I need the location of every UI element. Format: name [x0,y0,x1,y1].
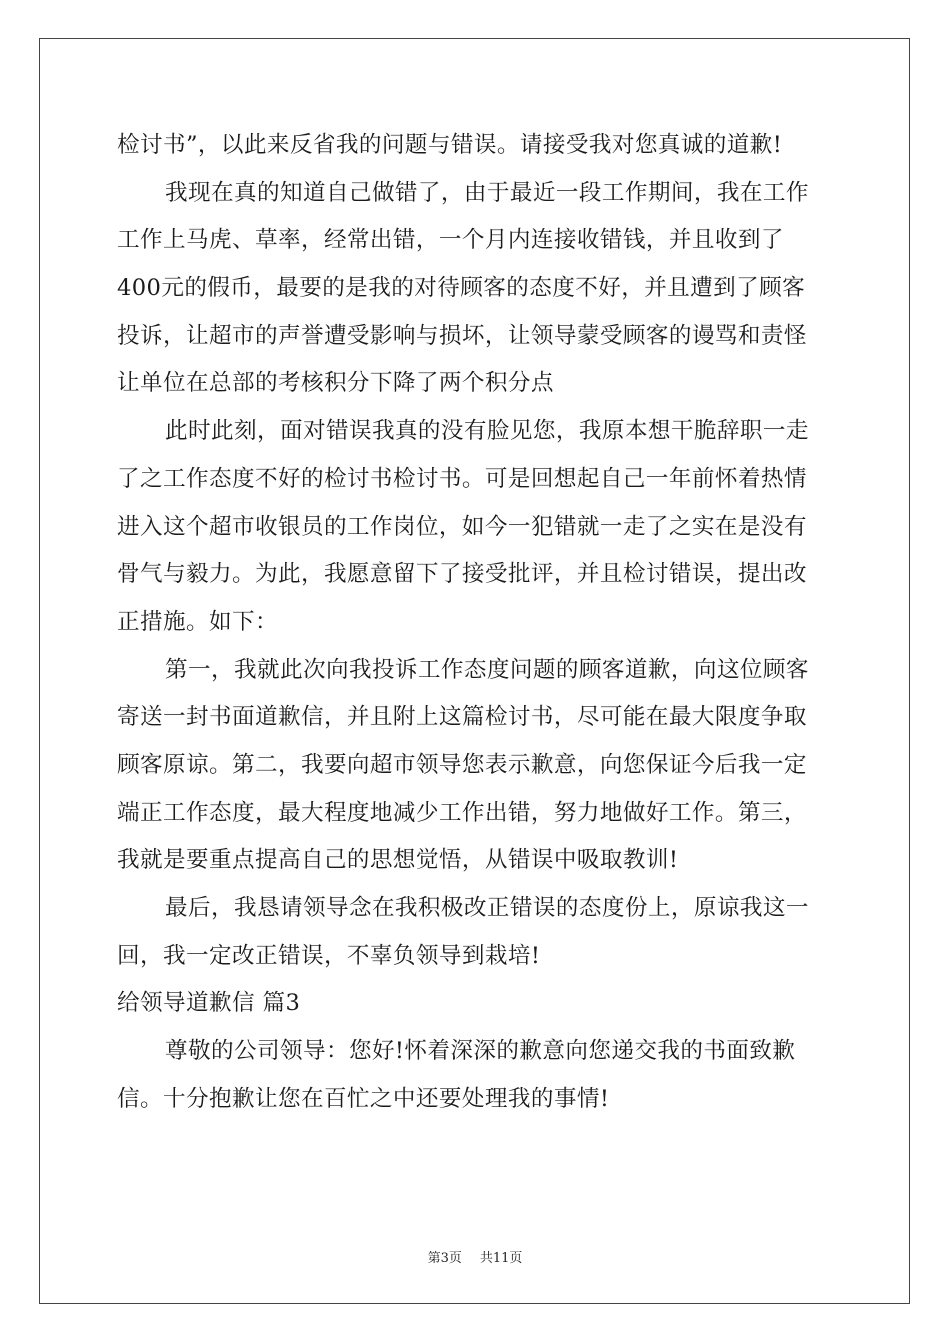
page-footer [0,1247,950,1266]
paragraph-start-line: 我现在真的知道自己做错了，由于最近一段工作期间，我在工作 [165,179,809,206]
text-line: 400元的假币，最要的是我的对待顾客的态度不好，并且遭到了顾客 [117,275,806,302]
paragraph-start-line: 尊敬的公司领导：您好!怀着深深的歉意向您递交我的书面致歉 [165,1038,796,1065]
text-line: 寄送一封书面道歉信，并且附上这篇检讨书，尽可能在最大限度争取 [117,704,807,731]
section-heading: 给领导道歉信 篇3 [117,990,301,1017]
document-body [117,122,833,1123]
text-line: 信。十分抱歉让您在百忙之中还要处理我的事情! [117,1085,610,1112]
text-line: 让单位在总部的考核积分下降了两个积分点 [117,370,554,397]
text-line: 进入这个超市收银员的工作岗位，如今一犯错就一走了之实在是没有 [117,513,807,540]
page-number: 第3页 [427,1251,462,1266]
page-total: 共11页 [479,1251,523,1266]
text-line: 工作上马虎、草率，经常出错，一个月内连接收错钱，并且收到了 [117,227,784,254]
text-line: 检讨书”，以此来反省我的问题与错误。请接受我对您真诚的道歉! [117,132,783,158]
text-line: 骨气与毅力。为此，我愿意留下了接受批评，并且检讨错误，提出改 [117,561,807,588]
text-line: 正措施。如下： [117,608,278,635]
paragraph-start-line: 最后，我恳请领导念在我积极改正错误的态度份上，原谅我这一 [165,895,809,921]
text-line: 端正工作态度，最大程度地减少工作出错，努力地做好工作。第三， [117,799,807,826]
text-line: 投诉，让超市的声誉遭受影响与损坏，让领导蒙受顾客的谩骂和责怪 [117,322,807,349]
text-line: 我就是要重点提高自己的思想觉悟，从错误中吸取教训! [117,847,679,874]
text-line: 顾客原谅。第二，我要向超市领导您表示歉意，向您保证今后我一定 [117,751,807,778]
text-line: 回，我一定改正错误，不辜负领导到栽培! [117,942,541,969]
paragraph-start-line: 此时此刻，面对错误我真的没有脸见您，我原本想干脆辞职一走 [165,418,809,445]
paragraph-start-line: 第一，我就此次向我投诉工作态度问题的顾客道歉，向这位顾客 [165,656,809,683]
text-line: 了之工作态度不好的检讨书检讨书。可是回想起自己一年前怀着热情 [117,465,807,492]
